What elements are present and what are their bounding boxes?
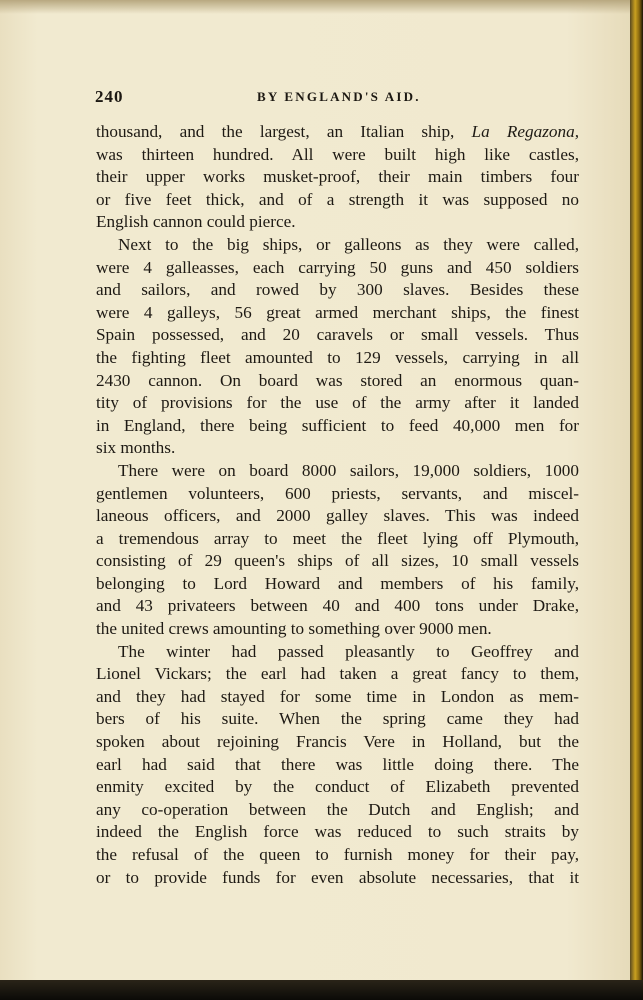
text-line: was thirteen hundred. All were built high like castles, [96, 144, 579, 164]
page-number: 240 [95, 87, 124, 106]
text-line: Spain possessed, and 20 caravels or small vessels. Thus [96, 325, 579, 345]
text-line: six months. [96, 438, 176, 458]
text-line: a tremendous array to meet the fleet lying off Plymouth, [96, 528, 579, 548]
book-edge-bottom [0, 980, 643, 1000]
text-line: belonging to Lord Howard and members of his family, [96, 573, 579, 593]
text-line: There were on board 8000 sailors, 19,000 soldiers, 1000 [118, 460, 579, 480]
text-line: and they had stayed for some time in London as mem- [96, 686, 579, 706]
text-line: 2430 cannon. On board was stored an enormous quan- [96, 370, 579, 390]
page-top-shadow [0, 0, 630, 14]
text-line: laneous officers, and 2000 galley slaves. This was indeed [96, 506, 579, 526]
text-line: and 43 privateers between 40 and 400 tons under Drake, [96, 596, 579, 616]
text-line: Lionel Vickars; the earl had taken a great fancy to them, [96, 664, 579, 684]
text-line: gentlemen volunteers, 600 priests, servants, and miscel- [96, 483, 579, 503]
text-line: or five feet thick, and of a strength it was supposed no [96, 189, 579, 209]
text-line: and sailors, and rowed by 300 slaves. Besides these [96, 280, 579, 300]
text-line: were 4 galleys, 56 great armed merchant ships, the finest [96, 302, 579, 322]
text-line: indeed the English force was reduced to such straits by [96, 822, 579, 842]
running-title: BY ENGLAND'S AID. [257, 89, 421, 104]
text-line: the refusal of the queen to furnish money for their pay, [96, 845, 579, 864]
text-line: earl had said that there was little doing there. The [96, 754, 579, 774]
text-line: their upper works musket-proof, their main timbers four [96, 167, 579, 187]
body-text [96, 121, 579, 889]
text-line: the fighting fleet amounted to 129 vessels, carrying in all [96, 347, 579, 367]
text-line: or to provide funds for even absolute necessaries, that it [96, 867, 579, 887]
text-line: The winter had passed pleasantly to Geoffrey and [118, 641, 579, 661]
text-line: any co-operation between the Dutch and English; and [96, 799, 579, 819]
text-line: tity of provisions for the use of the army after it landed [96, 393, 579, 413]
text-line: the united crews amounting to something over 9000 men. [96, 619, 492, 639]
text-line: in England, there being sufficient to feed 40,000 men for [96, 415, 579, 435]
running-head [95, 87, 579, 111]
text-line: consisting of 29 queen's ships of all sizes, 10 small vessels [96, 551, 579, 571]
book-edge-right [630, 0, 643, 1000]
text-line: English cannon could pierce. [96, 212, 296, 232]
text-line: bers of his suite. When the spring came they had [96, 709, 579, 729]
text-line: thousand, and the largest, an Italian ship, La Regazona, [96, 122, 579, 141]
text-line: spoken about rejoining Francis Vere in Holland, but the [96, 732, 579, 752]
ship-name: La Regazona, [471, 122, 579, 141]
text-line: enmity excited by the conduct of Elizabeth prevented [96, 777, 579, 797]
text-line: Next to the big ships, or galleons as they were called, [118, 234, 579, 254]
text-line: were 4 galleasses, each carrying 50 guns and 450 soldiers [96, 257, 579, 277]
